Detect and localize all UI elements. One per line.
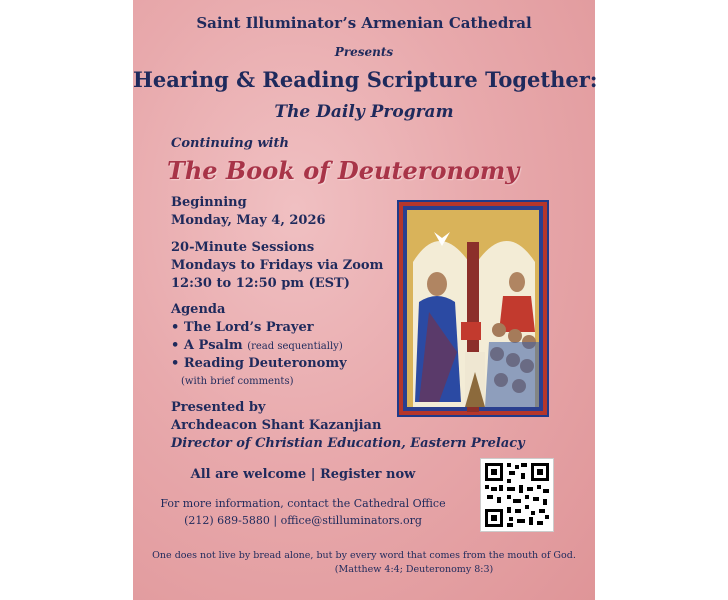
sessions-days: Mondays to Fridays via Zoom — [171, 258, 384, 273]
program-title: Hearing & Reading Scripture Together: — [133, 67, 598, 92]
qr-code-icon[interactable] — [480, 458, 554, 532]
agenda-item: • Reading Deuteronomy — [171, 356, 347, 371]
manuscript-drawing — [399, 202, 547, 415]
illuminated-manuscript-image — [397, 200, 549, 417]
flyer — [133, 0, 598, 600]
presents-label: Presents — [334, 45, 394, 59]
presenter-name: Archdeacon Shant Kazanjian — [171, 418, 382, 433]
agenda-item-note: (read sequentially) — [247, 341, 343, 352]
agenda-item — [171, 338, 343, 353]
agenda-item: • The Lord’s Prayer — [171, 320, 314, 335]
beginning-label: Beginning — [171, 195, 247, 210]
contact-line[interactable]: (212) 689-5880 | office@stilluminators.org — [184, 514, 422, 527]
sessions-time: 12:30 to 12:50 pm (EST) — [171, 276, 350, 291]
qr-code-graphic — [481, 459, 553, 531]
agenda-item-label: • A Psalm — [171, 338, 243, 353]
info-line: For more information, contact the Cathedral Office — [160, 497, 446, 510]
continuing-label: Continuing with — [171, 136, 289, 151]
agenda-label: Agenda — [171, 302, 226, 317]
agenda-comment: (with brief comments) — [181, 376, 294, 387]
program-subtitle: The Daily Program — [274, 102, 454, 122]
presenter-role: Director of Christian Education, Eastern Prelacy — [171, 436, 525, 451]
welcome-register-link[interactable]: All are welcome | Register now — [190, 467, 416, 482]
presented-label: Presented by — [171, 400, 266, 415]
sessions-label: 20-Minute Sessions — [171, 240, 315, 255]
scripture-reference: (Matthew 4:4; Deuteronomy 8:3) — [334, 564, 494, 575]
church-name: Saint Illuminator’s Armenian Cathedral — [196, 14, 532, 32]
book-title: The Book of Deuteronomy — [167, 156, 520, 185]
scripture-quote: One does not live by bread alone, but by every word that comes from the mouth of God. — [152, 550, 576, 561]
beginning-date: Monday, May 4, 2026 — [171, 213, 326, 228]
